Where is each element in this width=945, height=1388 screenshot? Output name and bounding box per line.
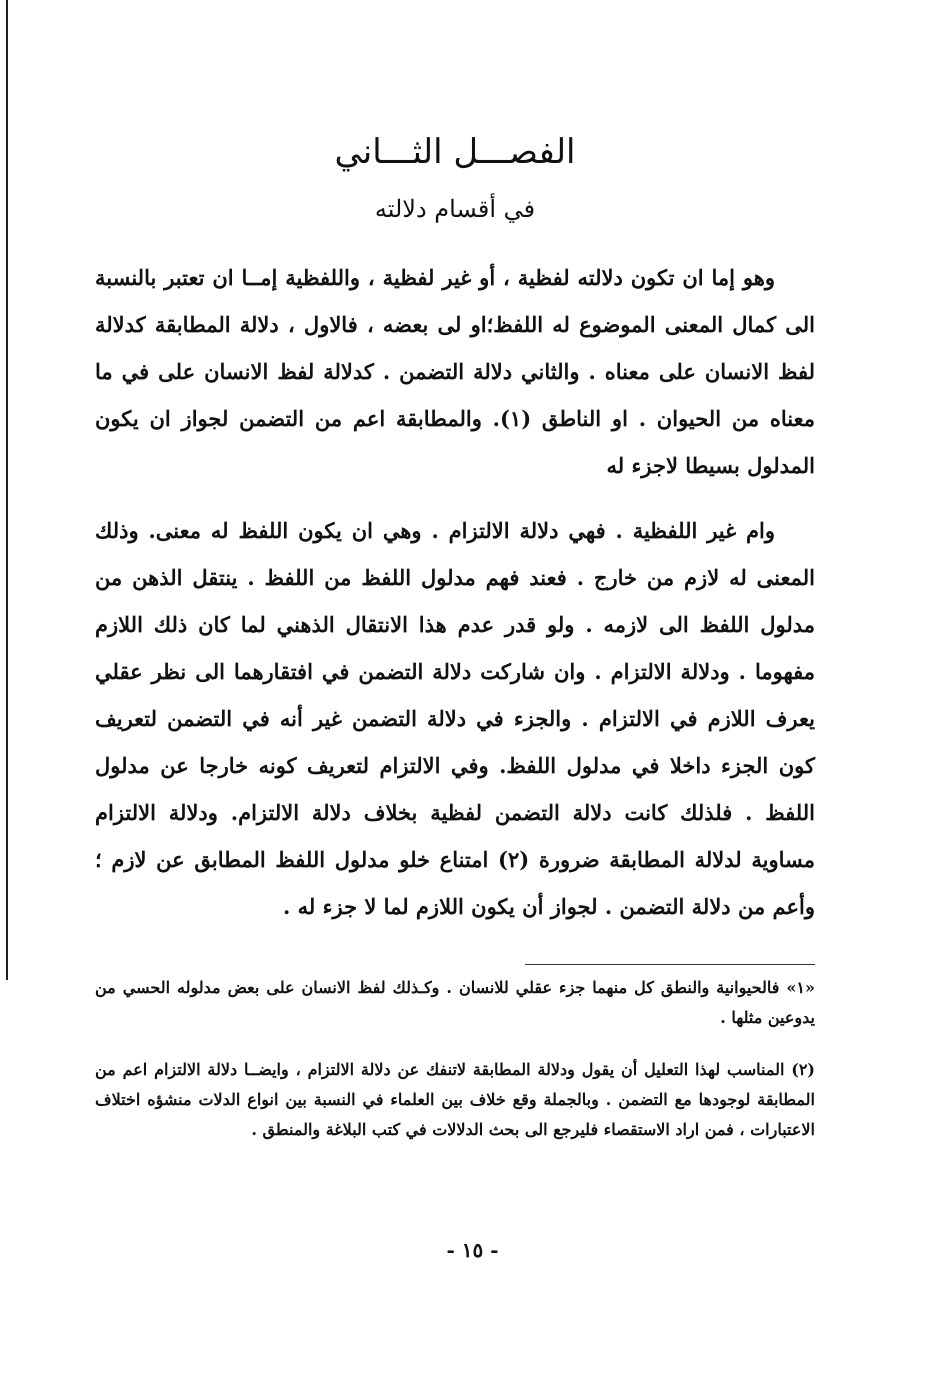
chapter-subtitle: في أقسام دلالته: [374, 195, 536, 223]
footnote-divider: [525, 964, 815, 965]
footnote: «١» فالحيوانية والنطق كل منهما جزء عقلي للانسان . وكـذلك لفظ الانسان على بعض مدلوله الحسي من يدوعين مثلها .: [95, 978, 815, 1027]
body-paragraph: وام غير اللفظية . فهي دلالة الالتزام . وهي ان يكون اللفظ له معنى. وذلك المعنى له لازم من خارج . فعند فهم مدلول اللفظ من اللفظ . ينتقل الذهن من مدلول اللفظ الى لازمه . ولو قدر عدم هذا الانتقال الذهني لما كان ذلك اللازم مفهوما . ودلالة الالتزام . وان شاركت دلالة التضمن في افتقارهما الى نظر عقلي يعرف اللازم في الالتزام . والجزء في دلالة التضمن غير أنه في التضمن لتعريف كون الجزء داخلا في مدلول اللفظ. وفي الالتزام لتعريف كونه خارجا عن مدلول اللفظ . فلذلك كانت دلالة التضمن لفظية بخلاف دلالة الالتزام. ودلالة الالتزام مساوية لدلالة المطابقة ضرورة (٢) امتناع خلو مدلول اللفظ المطابق عن لازم ؛ وأعم من دلالة التضمن . لجواز أن يكون اللازم لما لا جزء له .: [95, 518, 816, 919]
page-body: [95, 130, 815, 1145]
page-edge-line: [6, 0, 8, 980]
chapter-title: الفصـــل الثـــاني: [334, 132, 576, 172]
body-paragraph: وهو إما ان تكون دلالته لفظية ، أو غير لفظية ، واللفظية إمــا ان تعتبر بالنسبة الى كمال المعنى الموضوع له اللفظ؛او لى بعضه ، فالاول ، دلالة المطابقة كدلالة لفظ الانسان على معناه . والثاني دلالة التضمن . كدلالة لفظ الانسان على في ما معناه من الحيوان . او الناطق (١). والمطابقة اعم من التضمن لجواز ان يكون المدلول بسيطا لاجزء له: [95, 265, 815, 478]
footnote: (٢) المناسب لهذا التعليل أن يقول ودلالة المطابقة لاتنفك عن دلالة الالتزام ، وايضــا دلالة الالتزام اعم من المطابقة لوجودها مع التضمن . وبالجملة وقع خلاف بين العلماء في النسبة بين انواع الدلات منشؤه اختلاف الاعتبارات ، فمن اراد الاستقصاء فليرجع الى بحث الدلالات في كتب البلاغة والمنطق .: [95, 1060, 815, 1139]
page-number: - ١٥ -: [446, 1238, 499, 1262]
